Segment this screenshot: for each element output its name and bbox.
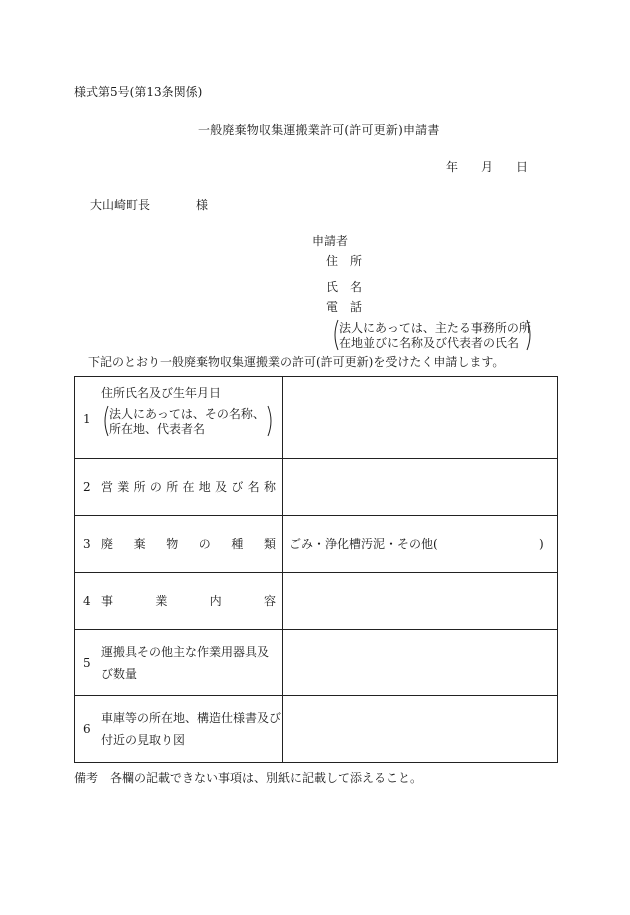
row3-number: 3 <box>83 537 91 551</box>
addressee-name: 大山崎町長 <box>90 198 151 212</box>
row1-label-cell <box>75 377 283 459</box>
left-bracket-icon <box>331 319 339 351</box>
table-row <box>75 573 558 630</box>
row2-label-char: び <box>231 480 244 494</box>
applicant-heading: 申請者 <box>312 234 349 248</box>
date-year-label: 年 <box>446 160 459 174</box>
row3-label-char: 種 <box>231 537 244 551</box>
application-table <box>74 376 558 763</box>
left-bracket-icon <box>101 405 109 437</box>
form-reference: 様式第5号(第13条関係) <box>74 85 203 99</box>
row2-label-char: 地 <box>198 480 211 494</box>
row3-label-char: 物 <box>166 537 179 551</box>
row6-label-line2: 付近の見取り図 <box>101 733 186 747</box>
row6-label-line1: 車庫等の所在地、構造仕様書及び <box>101 711 282 725</box>
row4-label-char: 事 <box>101 594 114 608</box>
addressee-honorific: 様 <box>196 198 209 212</box>
row3-label-char: 廃 <box>101 537 114 551</box>
remarks-note: 備考 各欄の記載できない事項は、別紙に記載して添えること。 <box>74 771 423 785</box>
row4-value-field[interactable] <box>283 573 558 630</box>
applicant-address-label: 住 所 <box>326 254 363 268</box>
row2-label-char: 業 <box>117 480 130 494</box>
date-day-label: 日 <box>516 160 529 174</box>
row2-label-char: 在 <box>182 480 195 494</box>
row6-label-cell <box>75 696 283 763</box>
row1-note-line1: 法人にあっては、その名称、 <box>109 407 265 421</box>
application-statement: 下記のとおり一般廃棄物収集運搬業の許可(許可更新)を受けたく申請します。 <box>88 355 505 369</box>
row3-label-char: 棄 <box>133 537 146 551</box>
row2-label-char: 営 <box>101 480 114 494</box>
row1-label: 住所氏名及び生年月日 <box>101 386 222 400</box>
date-month-label: 月 <box>481 160 494 174</box>
row2-label-char: 所 <box>133 480 146 494</box>
row1-value-field[interactable] <box>283 377 558 459</box>
row6-number: 6 <box>83 722 91 736</box>
row2-label-cell <box>75 459 283 516</box>
row3-label <box>101 538 276 550</box>
table-row <box>75 630 558 696</box>
row3-label-char: 類 <box>263 537 276 551</box>
row1-number: 1 <box>83 412 91 426</box>
row4-label <box>101 595 276 607</box>
corporate-note-line2: 在地並びに名称及び代表者の氏名 <box>339 336 520 350</box>
row2-label-char: 名 <box>247 480 260 494</box>
row4-label-char: 内 <box>209 594 222 608</box>
table-row <box>75 516 558 573</box>
row4-number: 4 <box>83 594 91 608</box>
row2-label-char: 称 <box>263 480 276 494</box>
table-row <box>75 696 558 763</box>
row5-value-field[interactable] <box>283 630 558 696</box>
row2-number: 2 <box>83 480 91 494</box>
row5-label-line2: び数量 <box>101 667 138 681</box>
row3-value-field[interactable] <box>283 516 558 573</box>
row3-label-cell <box>75 516 283 573</box>
row3-value-close: ) <box>539 537 544 551</box>
row3-value-text: ごみ・浄化槽汚泥・その他( <box>289 537 438 551</box>
table-row <box>75 377 558 459</box>
row4-label-cell <box>75 573 283 630</box>
corporate-note-line1: 法人にあっては、主たる事務所の所 <box>339 321 531 335</box>
applicant-phone-label: 電 話 <box>326 300 363 314</box>
applicant-name-label: 氏 名 <box>326 280 363 294</box>
row2-label-char: 所 <box>166 480 179 494</box>
row5-number: 5 <box>83 656 91 670</box>
form-title: 一般廃棄物収集運搬業許可(許可更新)申請書 <box>198 123 440 137</box>
row4-label-char: 容 <box>263 594 276 608</box>
row2-label <box>101 481 276 493</box>
row5-label-line1: 運搬具その他主な作業用器具及 <box>101 645 270 659</box>
right-bracket-icon <box>526 319 534 351</box>
row2-label-char: の <box>149 480 162 494</box>
row4-label-char: 業 <box>155 594 168 608</box>
row2-value-field[interactable] <box>283 459 558 516</box>
row5-label-cell <box>75 630 283 696</box>
table-row <box>75 459 558 516</box>
row3-label-char: の <box>198 537 211 551</box>
right-bracket-icon <box>267 405 275 437</box>
row1-note-line2: 所在地、代表者名 <box>109 422 206 436</box>
row2-label-char: 及 <box>215 480 228 494</box>
row6-value-field[interactable] <box>283 696 558 763</box>
